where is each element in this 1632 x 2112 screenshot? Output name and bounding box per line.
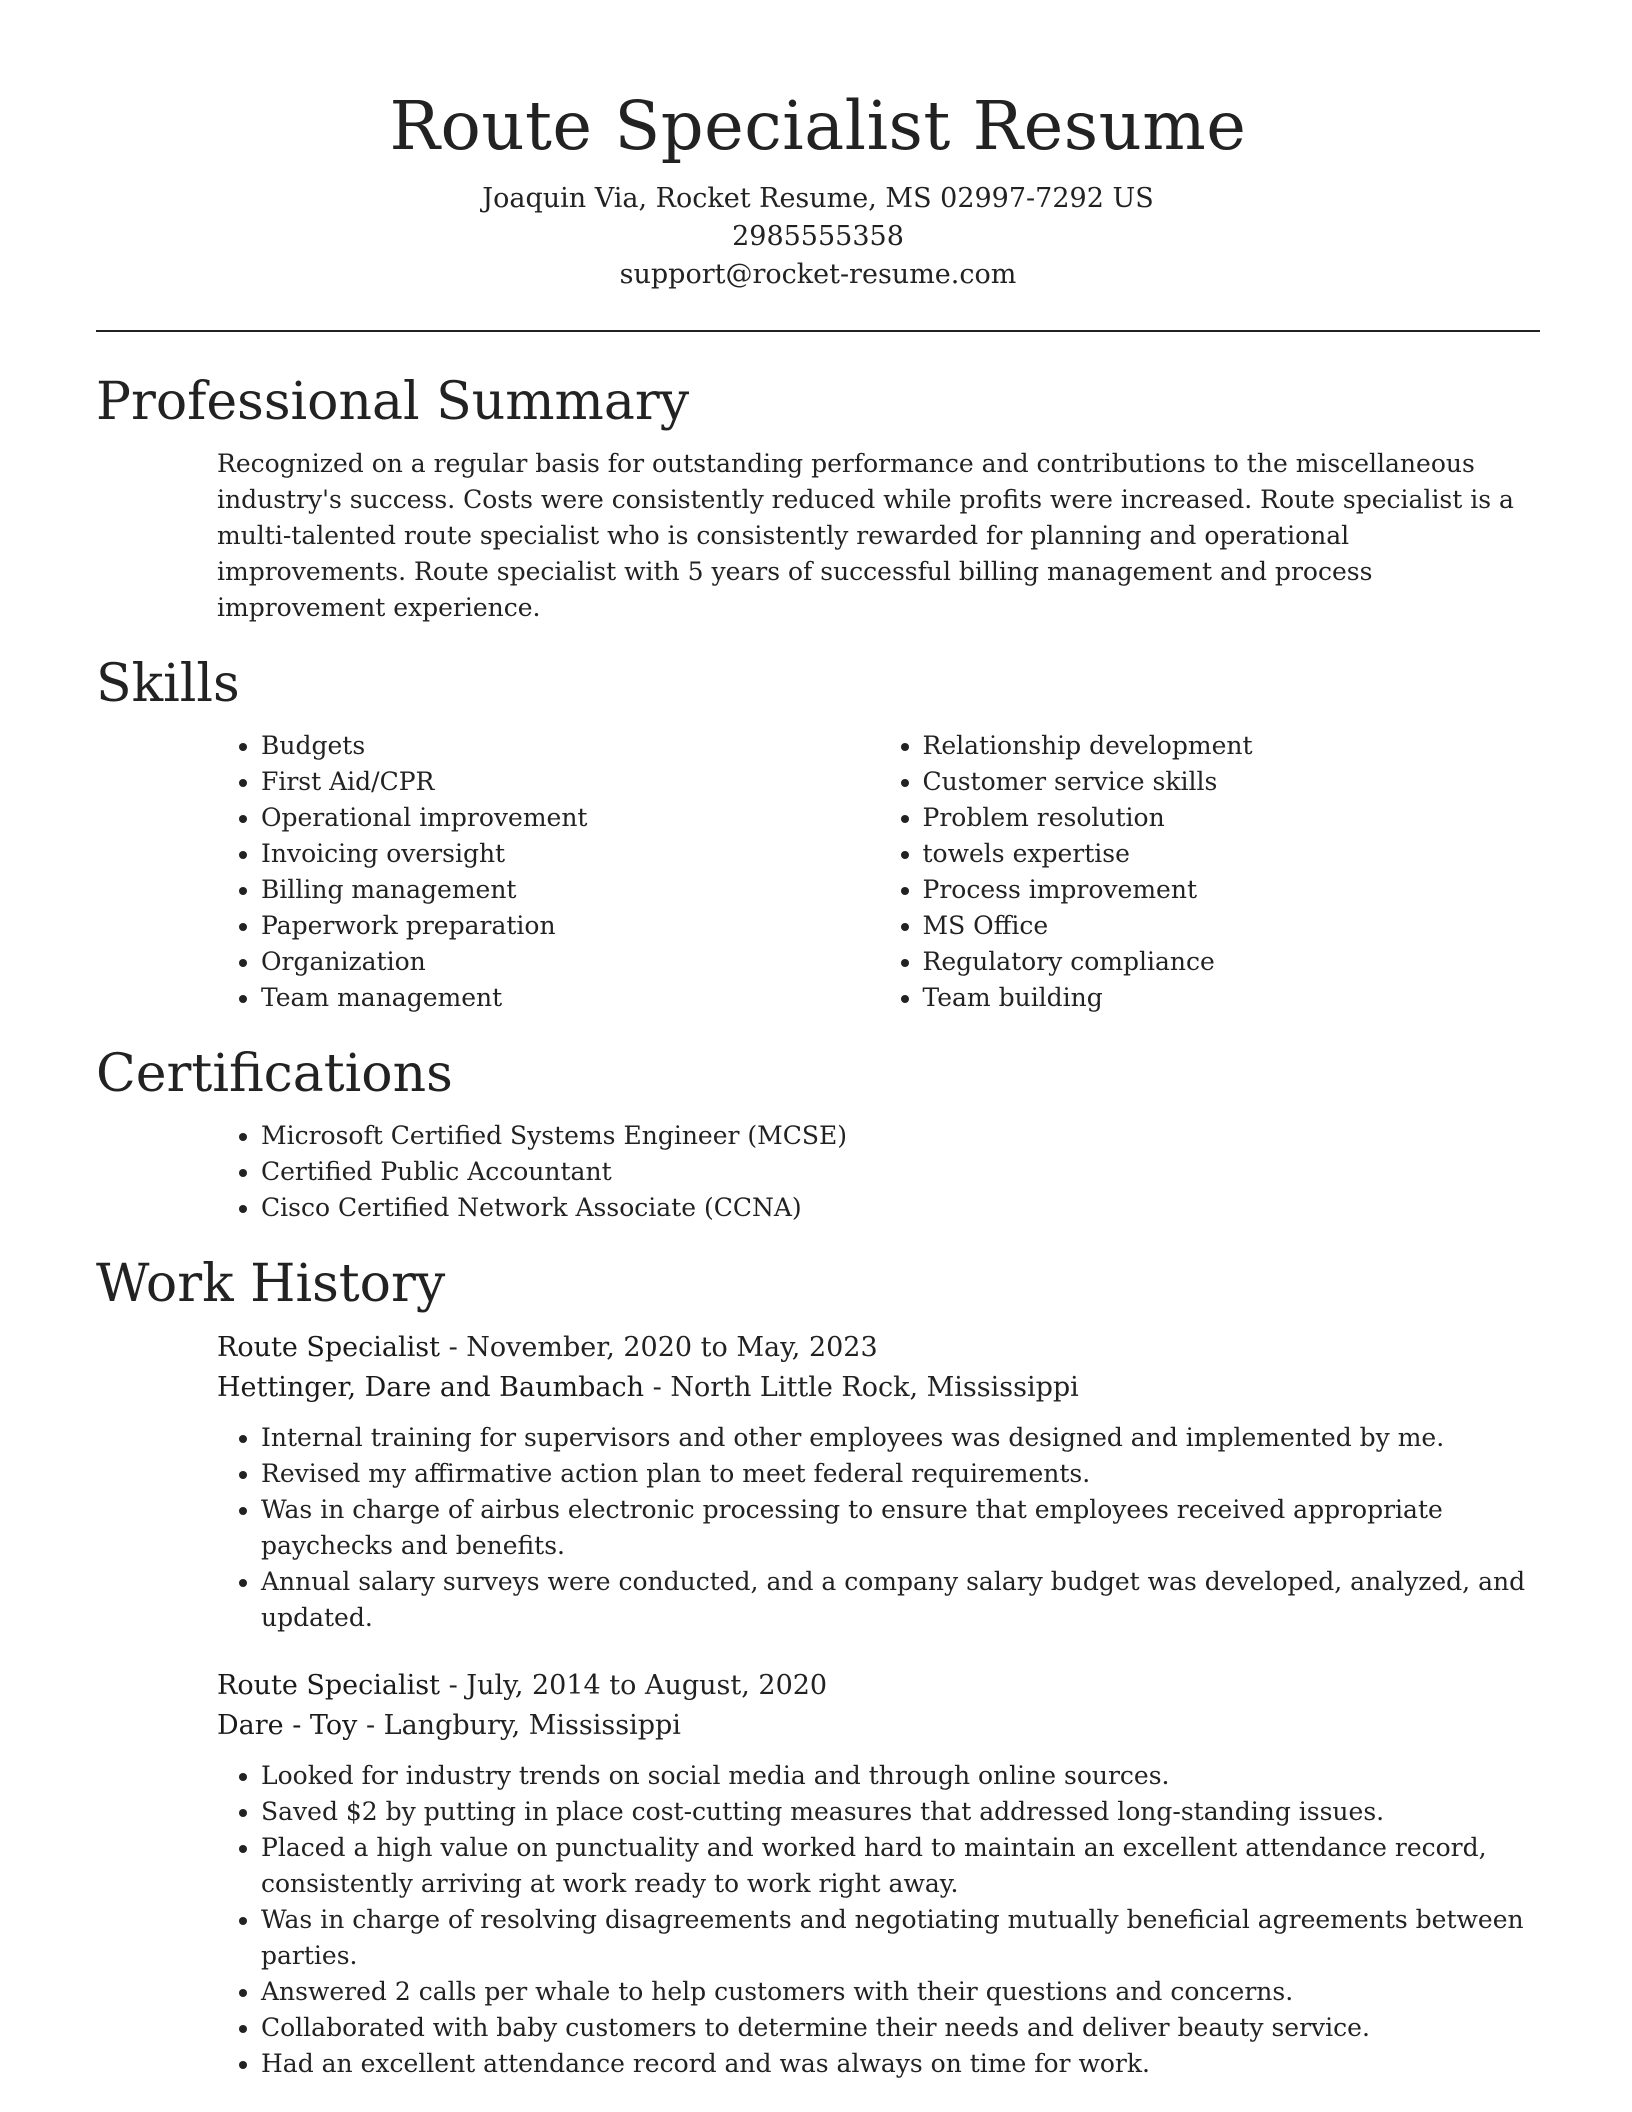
job-entry	[217, 1328, 1540, 1408]
separator: -	[365, 1710, 384, 1741]
job-company-line	[217, 1706, 1540, 1746]
list-item: • Operational improvement	[261, 800, 879, 836]
job-location: North Little Rock, Mississippi	[670, 1372, 1079, 1403]
work-history-heading: Work History	[96, 1254, 446, 1314]
resume-page	[96, 0, 1540, 2082]
list-item: • towels expertise	[923, 836, 1541, 872]
list-item: • Budgets	[261, 728, 879, 764]
job-company-line	[217, 1368, 1540, 1408]
resume-title: Route Specialist Resume	[389, 87, 1247, 165]
list-item: • Team building	[923, 980, 1541, 1016]
list-item: • Annual salary surveys were conducted, and a company salary budget was developed, analyzed, and updated.	[261, 1564, 1540, 1636]
skills-columns	[217, 728, 1540, 1016]
list-item: • Collaborated with baby customers to determine their needs and deliver beauty service.	[261, 2010, 1540, 2046]
separator: -	[448, 1670, 467, 1701]
job-bullets	[217, 1758, 1540, 2082]
list-item: • Microsoft Certified Systems Engineer (MCSE)	[261, 1118, 1540, 1154]
skills-section	[96, 652, 1540, 1016]
certifications-heading: Certifications	[96, 1044, 453, 1104]
list-item: • Saved $2 by putting in place cost-cutting measures that addressed long-standing issues.	[261, 1794, 1540, 1830]
job-title-line	[217, 1666, 1540, 1706]
certifications-section	[96, 1042, 1540, 1226]
list-item: • Organization	[261, 944, 879, 980]
list-item: • First Aid/CPR	[261, 764, 879, 800]
job-location: Langbury, Mississippi	[383, 1710, 681, 1741]
list-item: • Problem resolution	[923, 800, 1541, 836]
job-bullets	[217, 1420, 1540, 1636]
list-item: • MS Office	[923, 908, 1541, 944]
list-item: • Placed a high value on punctuality and worked hard to maintain an excellent attendance record, consistently arriving at work ready to work right away.	[261, 1830, 1540, 1902]
contact-address: Joaquin Via, Rocket Resume, MS 02997-7292 US	[482, 183, 1154, 214]
job-role: Route Specialist	[217, 1332, 440, 1363]
job-entry	[217, 1666, 1540, 1746]
job-dates: November, 2020 to May, 2023	[466, 1332, 878, 1363]
list-item: • Internal training for supervisors and other employees was designed and implemented by me.	[261, 1420, 1540, 1456]
list-item: • Was in charge of airbus electronic processing to ensure that employees received appropriate paychecks and benefits.	[261, 1492, 1540, 1564]
summary-heading: Professional Summary	[96, 372, 690, 432]
list-item: • Process improvement	[923, 872, 1541, 908]
list-item: • Billing management	[261, 872, 879, 908]
summary-text: Recognized on a regular basis for outstanding performance and contributions to the miscellaneous industry's success. Costs were consistently reduced while profits were increased. Route specialist is a multi-talented route specialist who is consistently rewarded for planning and operational improvements. Route specialist with 5 years of successful billing management and process improvement experience.	[217, 449, 1514, 622]
job-dates: July, 2014 to August, 2020	[466, 1670, 828, 1701]
list-item: • Looked for industry trends on social media and through online sources.	[261, 1758, 1540, 1794]
list-item: • Was in charge of resolving disagreements and negotiating mutually beneficial agreements between parties.	[261, 1902, 1540, 1974]
header-divider	[96, 330, 1540, 332]
list-item: • Customer service skills	[923, 764, 1541, 800]
resume-header	[96, 0, 1540, 294]
list-item: • Cisco Certified Network Associate (CCNA)	[261, 1190, 1540, 1226]
list-item: • Certified Public Accountant	[261, 1154, 1540, 1190]
list-item: • Invoicing oversight	[261, 836, 879, 872]
work-history-section	[96, 1252, 1540, 2082]
skills-heading: Skills	[96, 654, 240, 714]
job-role: Route Specialist	[217, 1670, 440, 1701]
summary-section	[96, 370, 1540, 626]
list-item: • Paperwork preparation	[261, 908, 879, 944]
certifications-list	[217, 1118, 1540, 1226]
job-company: Dare - Toy	[217, 1710, 358, 1741]
list-item: • Had an excellent attendance record and was always on time for work.	[261, 2046, 1540, 2082]
list-item: • Team management	[261, 980, 879, 1016]
list-item: • Relationship development	[923, 728, 1541, 764]
contact-email: support@rocket-resume.com	[619, 259, 1017, 290]
list-item: • Revised my affirmative action plan to meet federal requirements.	[261, 1456, 1540, 1492]
contact-block	[96, 180, 1540, 294]
contact-phone: 2985555358	[732, 221, 904, 252]
skills-left-list	[217, 728, 879, 1016]
list-item: • Regulatory compliance	[923, 944, 1541, 980]
skills-right-list	[879, 728, 1541, 1016]
list-item: • Answered 2 calls per whale to help customers with their questions and concerns.	[261, 1974, 1540, 2010]
job-title-line	[217, 1328, 1540, 1368]
separator: -	[652, 1372, 671, 1403]
job-company: Hettinger, Dare and Baumbach	[217, 1372, 645, 1403]
separator: -	[448, 1332, 467, 1363]
